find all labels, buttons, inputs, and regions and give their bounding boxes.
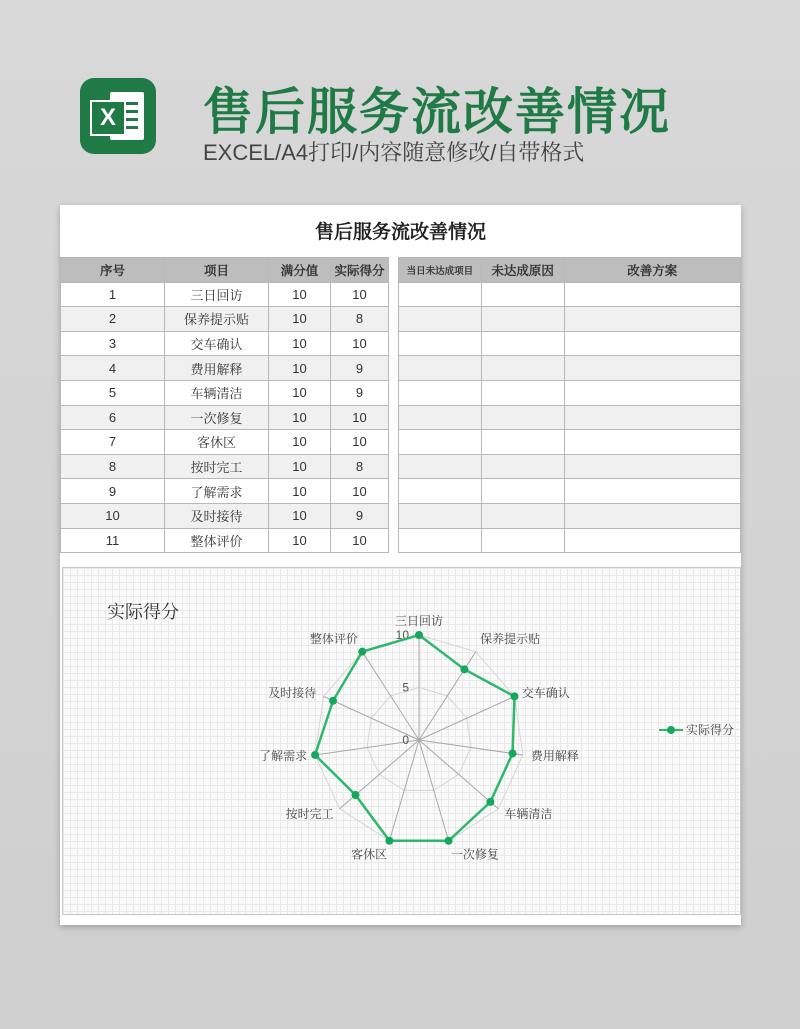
cell-item[interactable]: 一次修复 <box>165 405 269 430</box>
radar-spoke <box>340 740 419 809</box>
improvement-table-header <box>399 258 741 283</box>
table-row <box>61 331 389 356</box>
radar-spoke <box>419 740 523 755</box>
empty-cell[interactable] <box>564 405 740 430</box>
radar-category-label: 及时接待 <box>268 686 317 701</box>
cell-full[interactable]: 10 <box>269 454 331 479</box>
page-title: 售后服务流改善情况 <box>203 84 671 140</box>
table-row <box>399 479 741 504</box>
cell-score[interactable]: 10 <box>331 405 389 430</box>
empty-cell[interactable] <box>399 331 482 356</box>
empty-cell[interactable] <box>564 430 740 455</box>
cell-no[interactable]: 7 <box>61 430 165 455</box>
radar-point <box>311 751 319 759</box>
cell-item[interactable]: 保养提示贴 <box>165 307 269 332</box>
cell-score[interactable]: 8 <box>331 454 389 479</box>
cell-score[interactable]: 10 <box>331 430 389 455</box>
cell-no[interactable]: 9 <box>61 479 165 504</box>
radar-point <box>486 798 494 806</box>
radar-point <box>385 837 393 845</box>
radar-tick-label: 0 <box>402 733 409 747</box>
cell-item[interactable]: 按时完工 <box>165 454 269 479</box>
radar-category-label: 整体评价 <box>309 631 358 646</box>
radar-point <box>511 692 519 700</box>
cell-item[interactable]: 整体评价 <box>165 528 269 553</box>
table-row <box>61 503 389 528</box>
empty-cell[interactable] <box>399 356 482 381</box>
empty-cell[interactable] <box>399 528 482 553</box>
cell-item[interactable]: 车辆清洁 <box>165 380 269 405</box>
spreadsheet-preview <box>60 205 741 925</box>
empty-cell[interactable] <box>399 479 482 504</box>
radar-category-label: 按时完工 <box>285 806 334 821</box>
table-row <box>399 430 741 455</box>
empty-cell[interactable] <box>481 503 564 528</box>
cell-score[interactable]: 9 <box>331 503 389 528</box>
cell-item[interactable]: 及时接待 <box>165 503 269 528</box>
radar-point <box>352 791 360 799</box>
cell-no[interactable]: 10 <box>61 503 165 528</box>
cell-no[interactable]: 6 <box>61 405 165 430</box>
cell-score[interactable]: 10 <box>331 331 389 356</box>
legend-label: 实际得分 <box>686 723 735 737</box>
chart-title: 实际得分 <box>107 602 179 622</box>
col-header-plan[interactable]: 改善方案 <box>564 258 740 283</box>
cell-item[interactable]: 费用解释 <box>165 356 269 381</box>
radar-category-label: 三日回访 <box>394 614 444 628</box>
empty-cell[interactable] <box>481 454 564 479</box>
cell-no[interactable]: 8 <box>61 454 165 479</box>
empty-cell[interactable] <box>399 307 482 332</box>
table-row <box>399 454 741 479</box>
empty-cell[interactable] <box>481 430 564 455</box>
empty-cell[interactable] <box>481 479 564 504</box>
cell-full[interactable]: 10 <box>269 430 331 455</box>
radar-point <box>509 749 517 757</box>
radar-category-label: 车辆清洁 <box>504 806 553 821</box>
empty-cell[interactable] <box>564 479 740 504</box>
cell-score[interactable]: 8 <box>331 307 389 332</box>
radar-category-label: 保养提示贴 <box>480 631 541 646</box>
table-row <box>399 331 741 356</box>
radar-tick-label: 5 <box>402 680 409 695</box>
cell-full[interactable]: 10 <box>269 282 331 307</box>
cell-full[interactable]: 10 <box>269 380 331 405</box>
excel-x-mark: X <box>90 100 126 136</box>
empty-cell[interactable] <box>399 503 482 528</box>
radar-point <box>329 697 337 705</box>
col-header-score[interactable]: 实际得分 <box>331 258 389 283</box>
cell-no[interactable]: 3 <box>61 331 165 356</box>
cell-full[interactable]: 10 <box>269 503 331 528</box>
cell-item[interactable]: 交车确认 <box>165 331 269 356</box>
col-header-unmet[interactable]: 当日未达成项目 <box>399 258 482 283</box>
empty-cell[interactable] <box>399 405 482 430</box>
table-row <box>399 307 741 332</box>
empty-cell[interactable] <box>481 380 564 405</box>
cell-score[interactable]: 9 <box>331 356 389 381</box>
cell-score[interactable]: 10 <box>331 528 389 553</box>
empty-cell[interactable] <box>481 282 564 307</box>
page-subtitle: EXCEL/A4打印/内容随意修改/自带格式 <box>203 140 585 165</box>
cell-item[interactable]: 三日回访 <box>165 282 269 307</box>
col-header-full[interactable]: 满分值 <box>269 258 331 283</box>
table-row <box>61 380 389 405</box>
radar-category-label: 了解需求 <box>259 749 308 764</box>
empty-cell[interactable] <box>564 503 740 528</box>
table-row <box>61 356 389 381</box>
empty-cell[interactable] <box>564 331 740 356</box>
cell-no[interactable]: 4 <box>61 356 165 381</box>
score-table-header <box>61 258 389 283</box>
legend-line-icon <box>659 729 683 731</box>
cell-full[interactable]: 10 <box>269 479 331 504</box>
table-row <box>61 528 389 553</box>
score-table <box>60 257 389 553</box>
col-header-reason[interactable]: 未达成原因 <box>481 258 564 283</box>
table-row <box>399 380 741 405</box>
table-row <box>61 430 389 455</box>
radar-point <box>460 665 468 673</box>
cell-item[interactable]: 了解需求 <box>165 479 269 504</box>
radar-spoke <box>419 740 498 809</box>
chart-legend <box>659 721 734 738</box>
cell-no[interactable]: 11 <box>61 528 165 553</box>
table-row <box>61 479 389 504</box>
table-row <box>399 282 741 307</box>
empty-cell[interactable] <box>399 430 482 455</box>
radar-point <box>445 837 453 845</box>
cell-score[interactable]: 10 <box>331 282 389 307</box>
cell-item[interactable]: 客休区 <box>165 430 269 455</box>
radar-category-label: 客休区 <box>351 847 388 862</box>
radar-category-label: 一次修复 <box>450 847 499 862</box>
empty-cell[interactable] <box>481 307 564 332</box>
table-row <box>61 307 389 332</box>
sheet-title: 售后服务流改善情况 <box>314 222 486 243</box>
cell-no[interactable]: 5 <box>61 380 165 405</box>
col-header-item[interactable]: 项目 <box>165 258 269 283</box>
empty-cell[interactable] <box>564 380 740 405</box>
cell-full[interactable]: 10 <box>269 331 331 356</box>
empty-cell[interactable] <box>399 282 482 307</box>
radar-tick-label: 10 <box>395 628 409 642</box>
radar-category-label: 交车确认 <box>521 686 570 701</box>
radar-point <box>415 631 423 639</box>
empty-cell[interactable] <box>481 356 564 381</box>
table-row <box>399 356 741 381</box>
empty-cell[interactable] <box>564 356 740 381</box>
table-row <box>399 528 741 553</box>
radar-point <box>358 648 366 656</box>
empty-cell[interactable] <box>481 405 564 430</box>
empty-cell[interactable] <box>481 331 564 356</box>
table-row <box>61 405 389 430</box>
empty-cell[interactable] <box>564 528 740 553</box>
cell-full[interactable]: 10 <box>269 528 331 553</box>
table-row <box>61 454 389 479</box>
table-row <box>399 405 741 430</box>
cell-no[interactable]: 2 <box>61 307 165 332</box>
cell-full[interactable]: 10 <box>269 356 331 381</box>
col-header-no[interactable]: 序号 <box>61 258 165 283</box>
cell-full[interactable]: 10 <box>269 405 331 430</box>
cell-no[interactable]: 1 <box>61 282 165 307</box>
empty-cell[interactable] <box>399 380 482 405</box>
cell-full[interactable]: 10 <box>269 307 331 332</box>
cell-score[interactable]: 9 <box>331 380 389 405</box>
table-row <box>399 503 741 528</box>
excel-logo-icon <box>80 78 156 154</box>
table-row <box>61 282 389 307</box>
radar-category-label: 费用解释 <box>530 749 579 764</box>
radar-svg <box>63 568 740 914</box>
empty-cell[interactable] <box>564 307 740 332</box>
improvement-table <box>398 257 741 553</box>
radar-chart <box>62 567 741 915</box>
empty-cell[interactable] <box>564 282 740 307</box>
cell-score[interactable]: 10 <box>331 479 389 504</box>
empty-cell[interactable] <box>399 454 482 479</box>
empty-cell[interactable] <box>481 528 564 553</box>
empty-cell[interactable] <box>564 454 740 479</box>
